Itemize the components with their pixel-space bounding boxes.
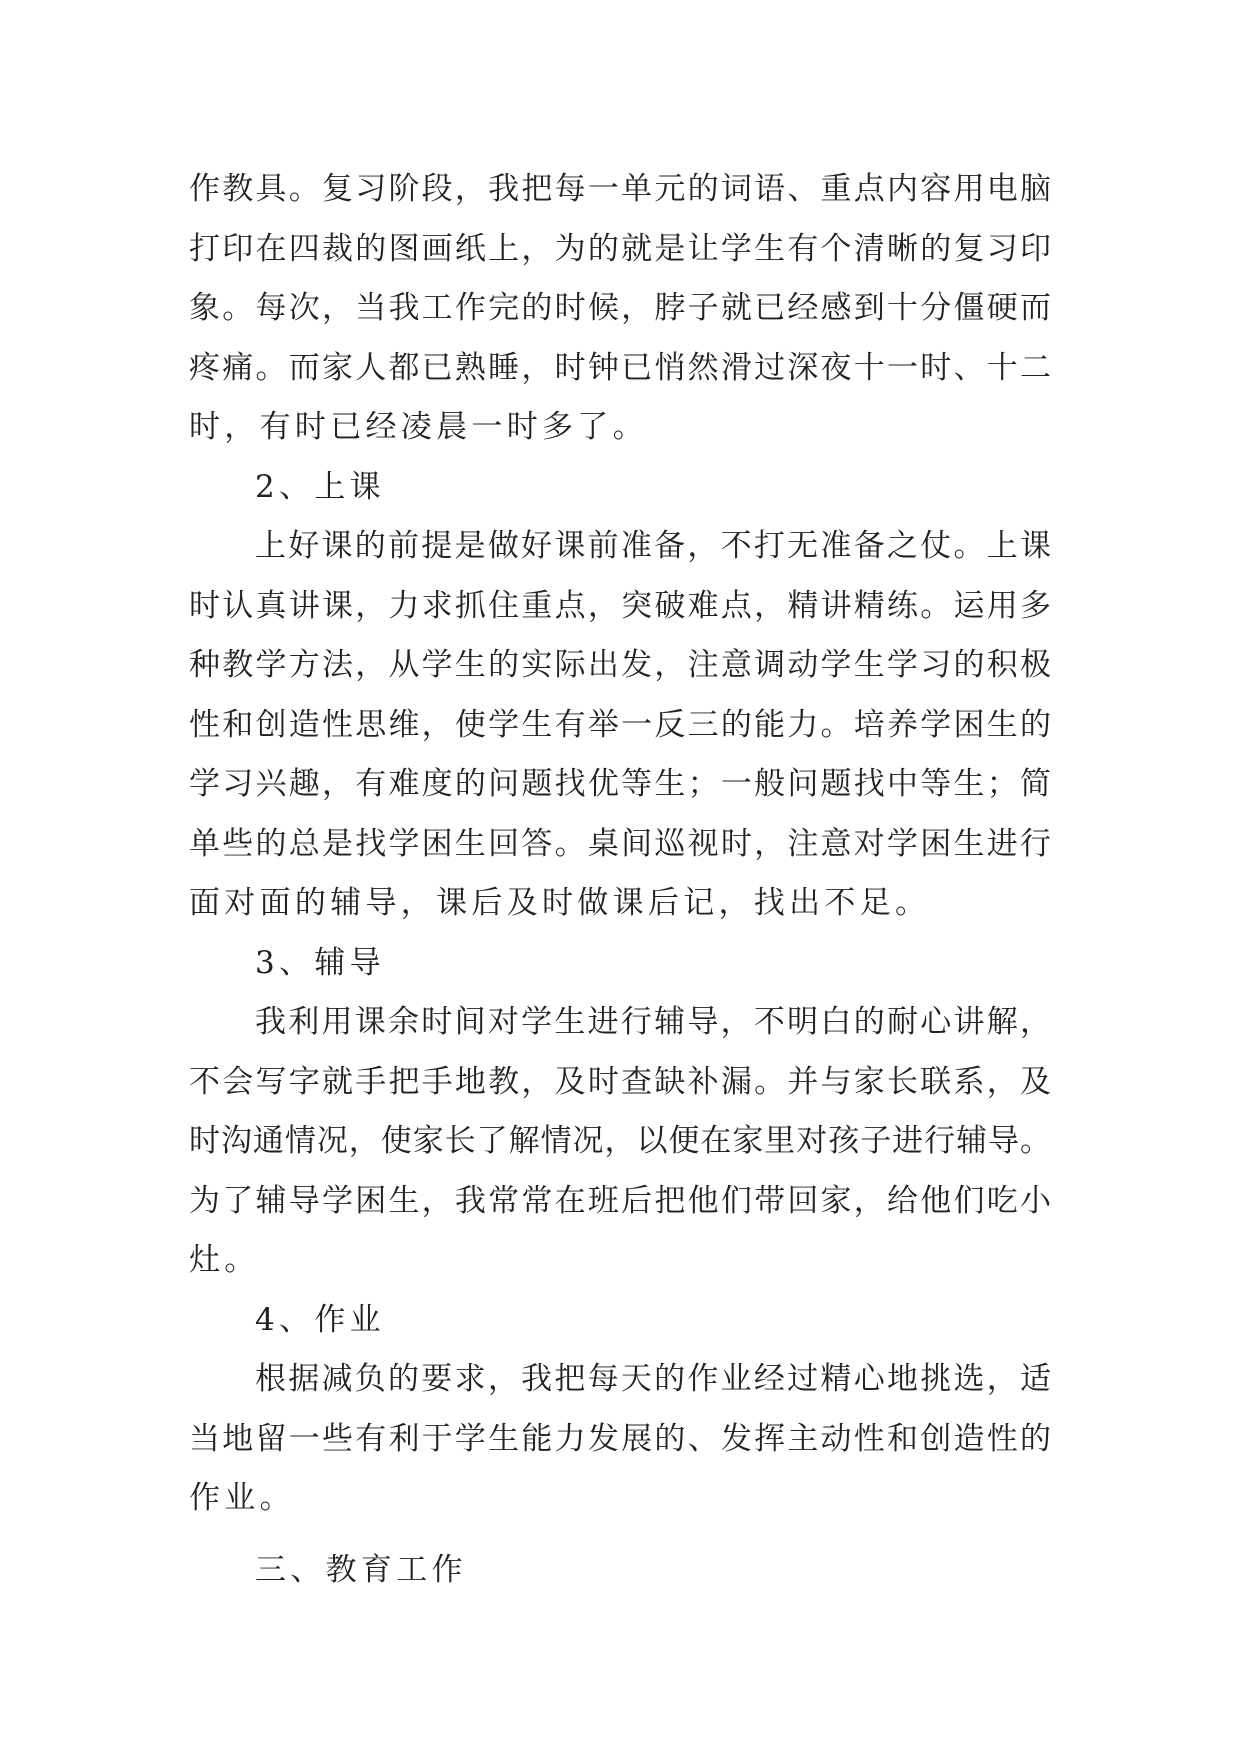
paragraph-line: 学习兴趣，有难度的问题找优等生；一般问题找中等生；简: [189, 766, 1051, 802]
paragraph-line: 灶。: [189, 1242, 260, 1278]
paragraph-line: 时沟通情况，使家长了解情况，以便在家里对孩子进行辅导。: [189, 1123, 1051, 1159]
section-heading-tutoring: 3、辅导: [255, 944, 385, 981]
section-spacer: [189, 1529, 1051, 1541]
section-heading-lesson: 2、上课: [255, 468, 385, 505]
section-heading-education-work: 三、教育工作: [255, 1551, 467, 1588]
paragraph-line: 作业。: [189, 1480, 295, 1516]
paragraph-line: 作教具。复习阶段，我把每一单元的词语、重点内容用电脑: [189, 171, 1051, 207]
paragraph-line: 上好课的前提是做好课前准备，不打无准备之仗。上课: [255, 528, 1051, 564]
section-heading-homework: 4、作业: [255, 1301, 385, 1338]
paragraph-line: 性和创造性思维，使学生有举一反三的能力。培养学困生的: [189, 706, 1051, 743]
paragraph-line: 不会写字就手把手地教，及时查缺补漏。并与家长联系，及: [189, 1063, 1051, 1100]
paragraph-line: 种教学方法，从学生的实际出发，注意调动学生学习的积极: [189, 647, 1051, 683]
paragraph-line: 单些的总是找学困生回答。桌间巡视时，注意对学困生进行: [189, 825, 1051, 862]
paragraph-line: 象。每次，当我工作完的时候，脖子就已经感到十分僵硬而: [189, 290, 1051, 326]
document-body: [189, 160, 1051, 1600]
paragraph-line: 时认真讲课，力求抓住重点，突破难点，精讲精练。运用多: [189, 587, 1051, 624]
paragraph-line: 打印在四裁的图画纸上，为的就是让学生有个清晰的复习印: [189, 230, 1051, 267]
paragraph-line: 当地留一些有利于学生能力发展的、发挥主动性和创造性的: [189, 1420, 1051, 1457]
paragraph-line: 时，有时已经凌晨一时多了。: [189, 409, 648, 445]
paragraph-line: 根据减负的要求，我把每天的作业经过精心地挑选，适: [255, 1361, 1051, 1397]
paragraph-line: 我利用课余时间对学生进行辅导，不明白的耐心讲解，: [255, 1004, 1051, 1040]
paragraph-line: 面对面的辅导，课后及时做课后记，找出不足。: [189, 885, 931, 921]
paragraph-line: 为了辅导学困生，我常常在班后把他们带回家，给他们吃小: [189, 1182, 1051, 1219]
paragraph-line: 疼痛。而家人都已熟睡，时钟已悄然滑过深夜十一时、十二: [189, 349, 1051, 386]
